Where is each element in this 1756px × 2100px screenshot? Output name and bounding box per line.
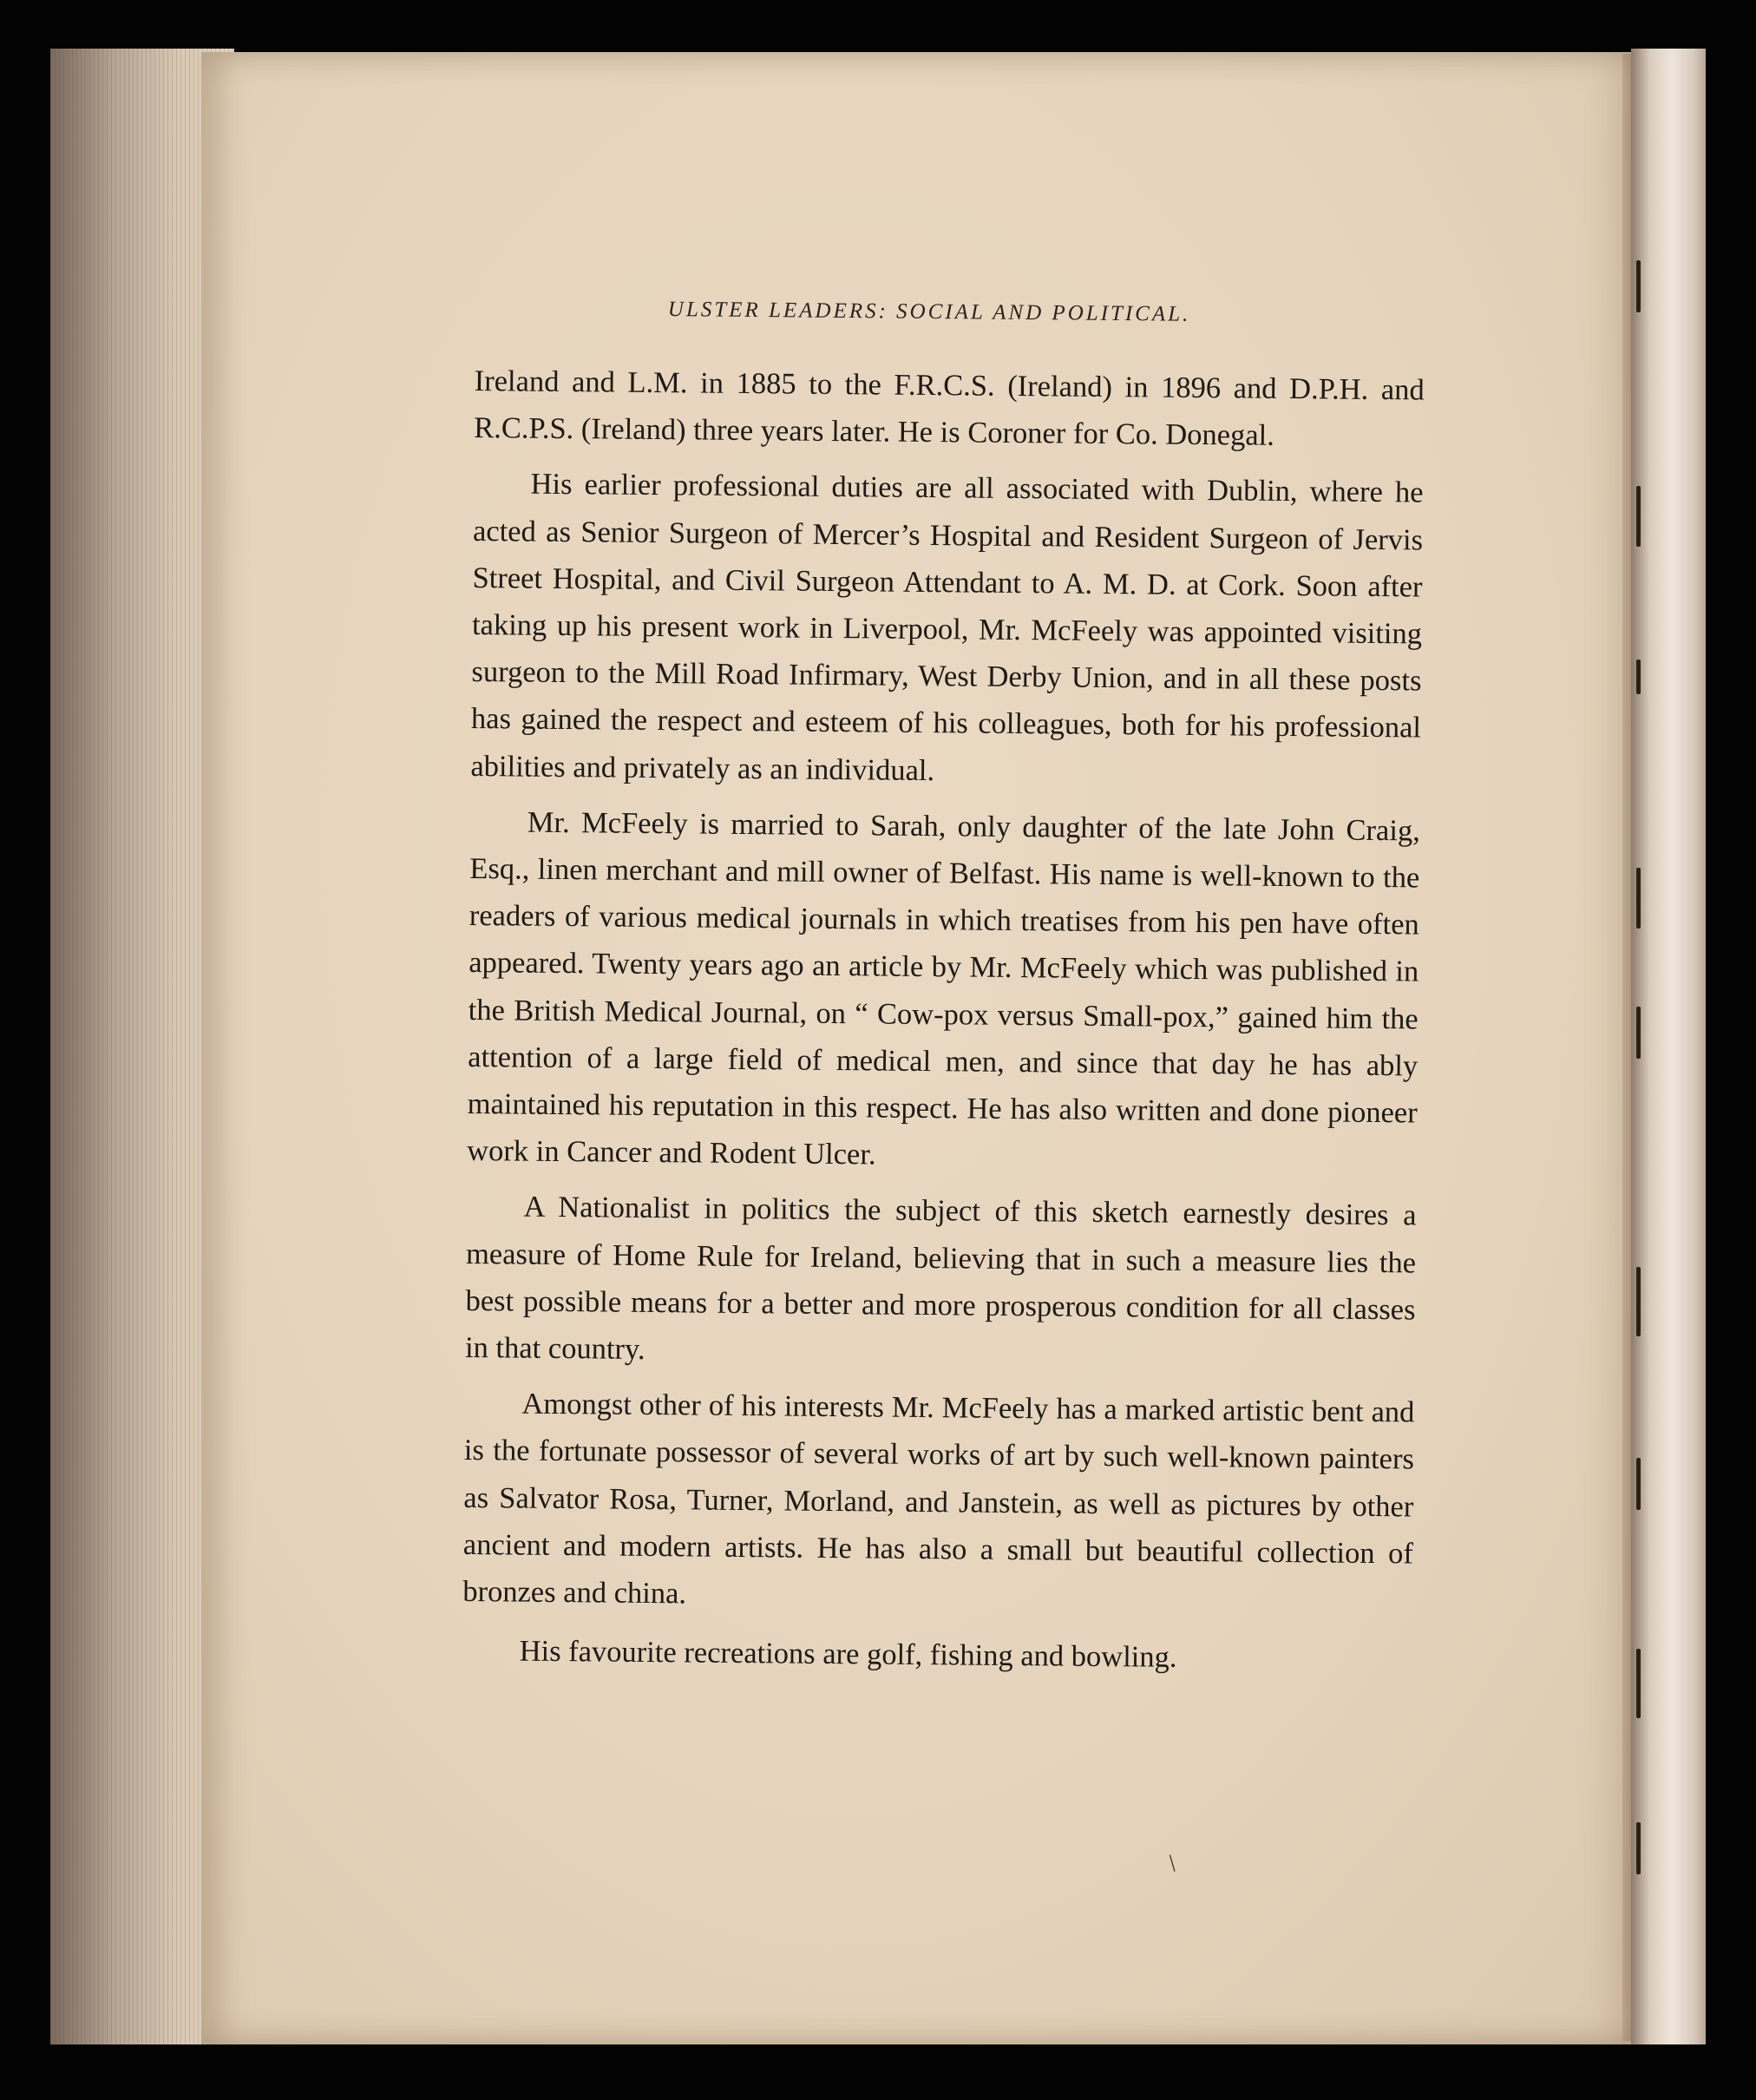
paragraph: His favourite recreations are golf, fishing and bowling. bbox=[519, 1634, 1177, 1675]
binding-stitch bbox=[1636, 260, 1641, 312]
binding-stitch bbox=[1636, 1007, 1641, 1059]
page-body bbox=[462, 358, 1425, 1692]
binding-stitch bbox=[1636, 868, 1641, 929]
pencil-mark: / bbox=[1162, 1850, 1183, 1877]
running-header: ULSTER LEADERS: SOCIAL AND POLITICAL. bbox=[667, 298, 1191, 326]
paragraph: His earlier professional duties are all associated with Dublin, where he acted as Senior Surgeon of Mercer’s Hospital and Resident Surgeon of Jervis Street Hospital, and Civil Surgeon Attendant to A. M. D. at Cork. Soon after taking up his present work in Liverpool, Mr. McFeely was appointed visiting surgeon to the Mill Road Infirmary, West Derby Union, and in all these posts has gained the respect and esteem of his colleagues, both for his professional abilities and privately as an individual. bbox=[470, 468, 1424, 787]
binding-stitch bbox=[1636, 1649, 1641, 1718]
paragraph: Amongst other of his interests Mr. McFeely has a marked artistic bent and is the fortunate possessor of several works of art by such well-known painters as Salvator Rosa, Turner, Morland, and Janstein, as well as pictures by other ancient and modern artists. He has also a small but beautiful collection of bronzes and china. bbox=[462, 1387, 1415, 1611]
binding-stitch bbox=[1636, 486, 1641, 547]
binding-stitch bbox=[1636, 660, 1641, 694]
binding-stitch bbox=[1636, 1458, 1641, 1510]
paragraph: Mr. McFeely is married to Sarah, only daughter of the late John Craig, Esq., linen merchant and mill owner of Belfast. His name is well-known to the readers of various medical journals in which treatises from his pen have often appeared. Twenty years ago an article by Mr. McFeely which was published in the British Medical Journal, on “ Cow-pox versus Small-pox,” gained him the attention of a large field of medical men, and since that day he has ably maintained his reputation in this respect. He has also written and done pioneer work in Cancer and Rodent Ulcer. bbox=[467, 805, 1420, 1171]
paragraph: Ireland and L.M. in 1885 to the F.R.C.S. (Ireland) in 1896 and D.P.H. and R.C.P.S. (Ireland) three years later. He is Coroner for Co. Donegal. bbox=[474, 364, 1425, 453]
paragraph: A Nationalist in politics the subject of this sketch earnestly desires a measure of Home Rule for Ireland, believing that in such a measure lies the best possible means for a better and more prosperous condition for all classes in that country. bbox=[464, 1191, 1417, 1367]
book-binding bbox=[1631, 49, 1706, 2044]
binding-stitch bbox=[1636, 1822, 1641, 1874]
binding-stitch bbox=[1636, 1267, 1641, 1336]
